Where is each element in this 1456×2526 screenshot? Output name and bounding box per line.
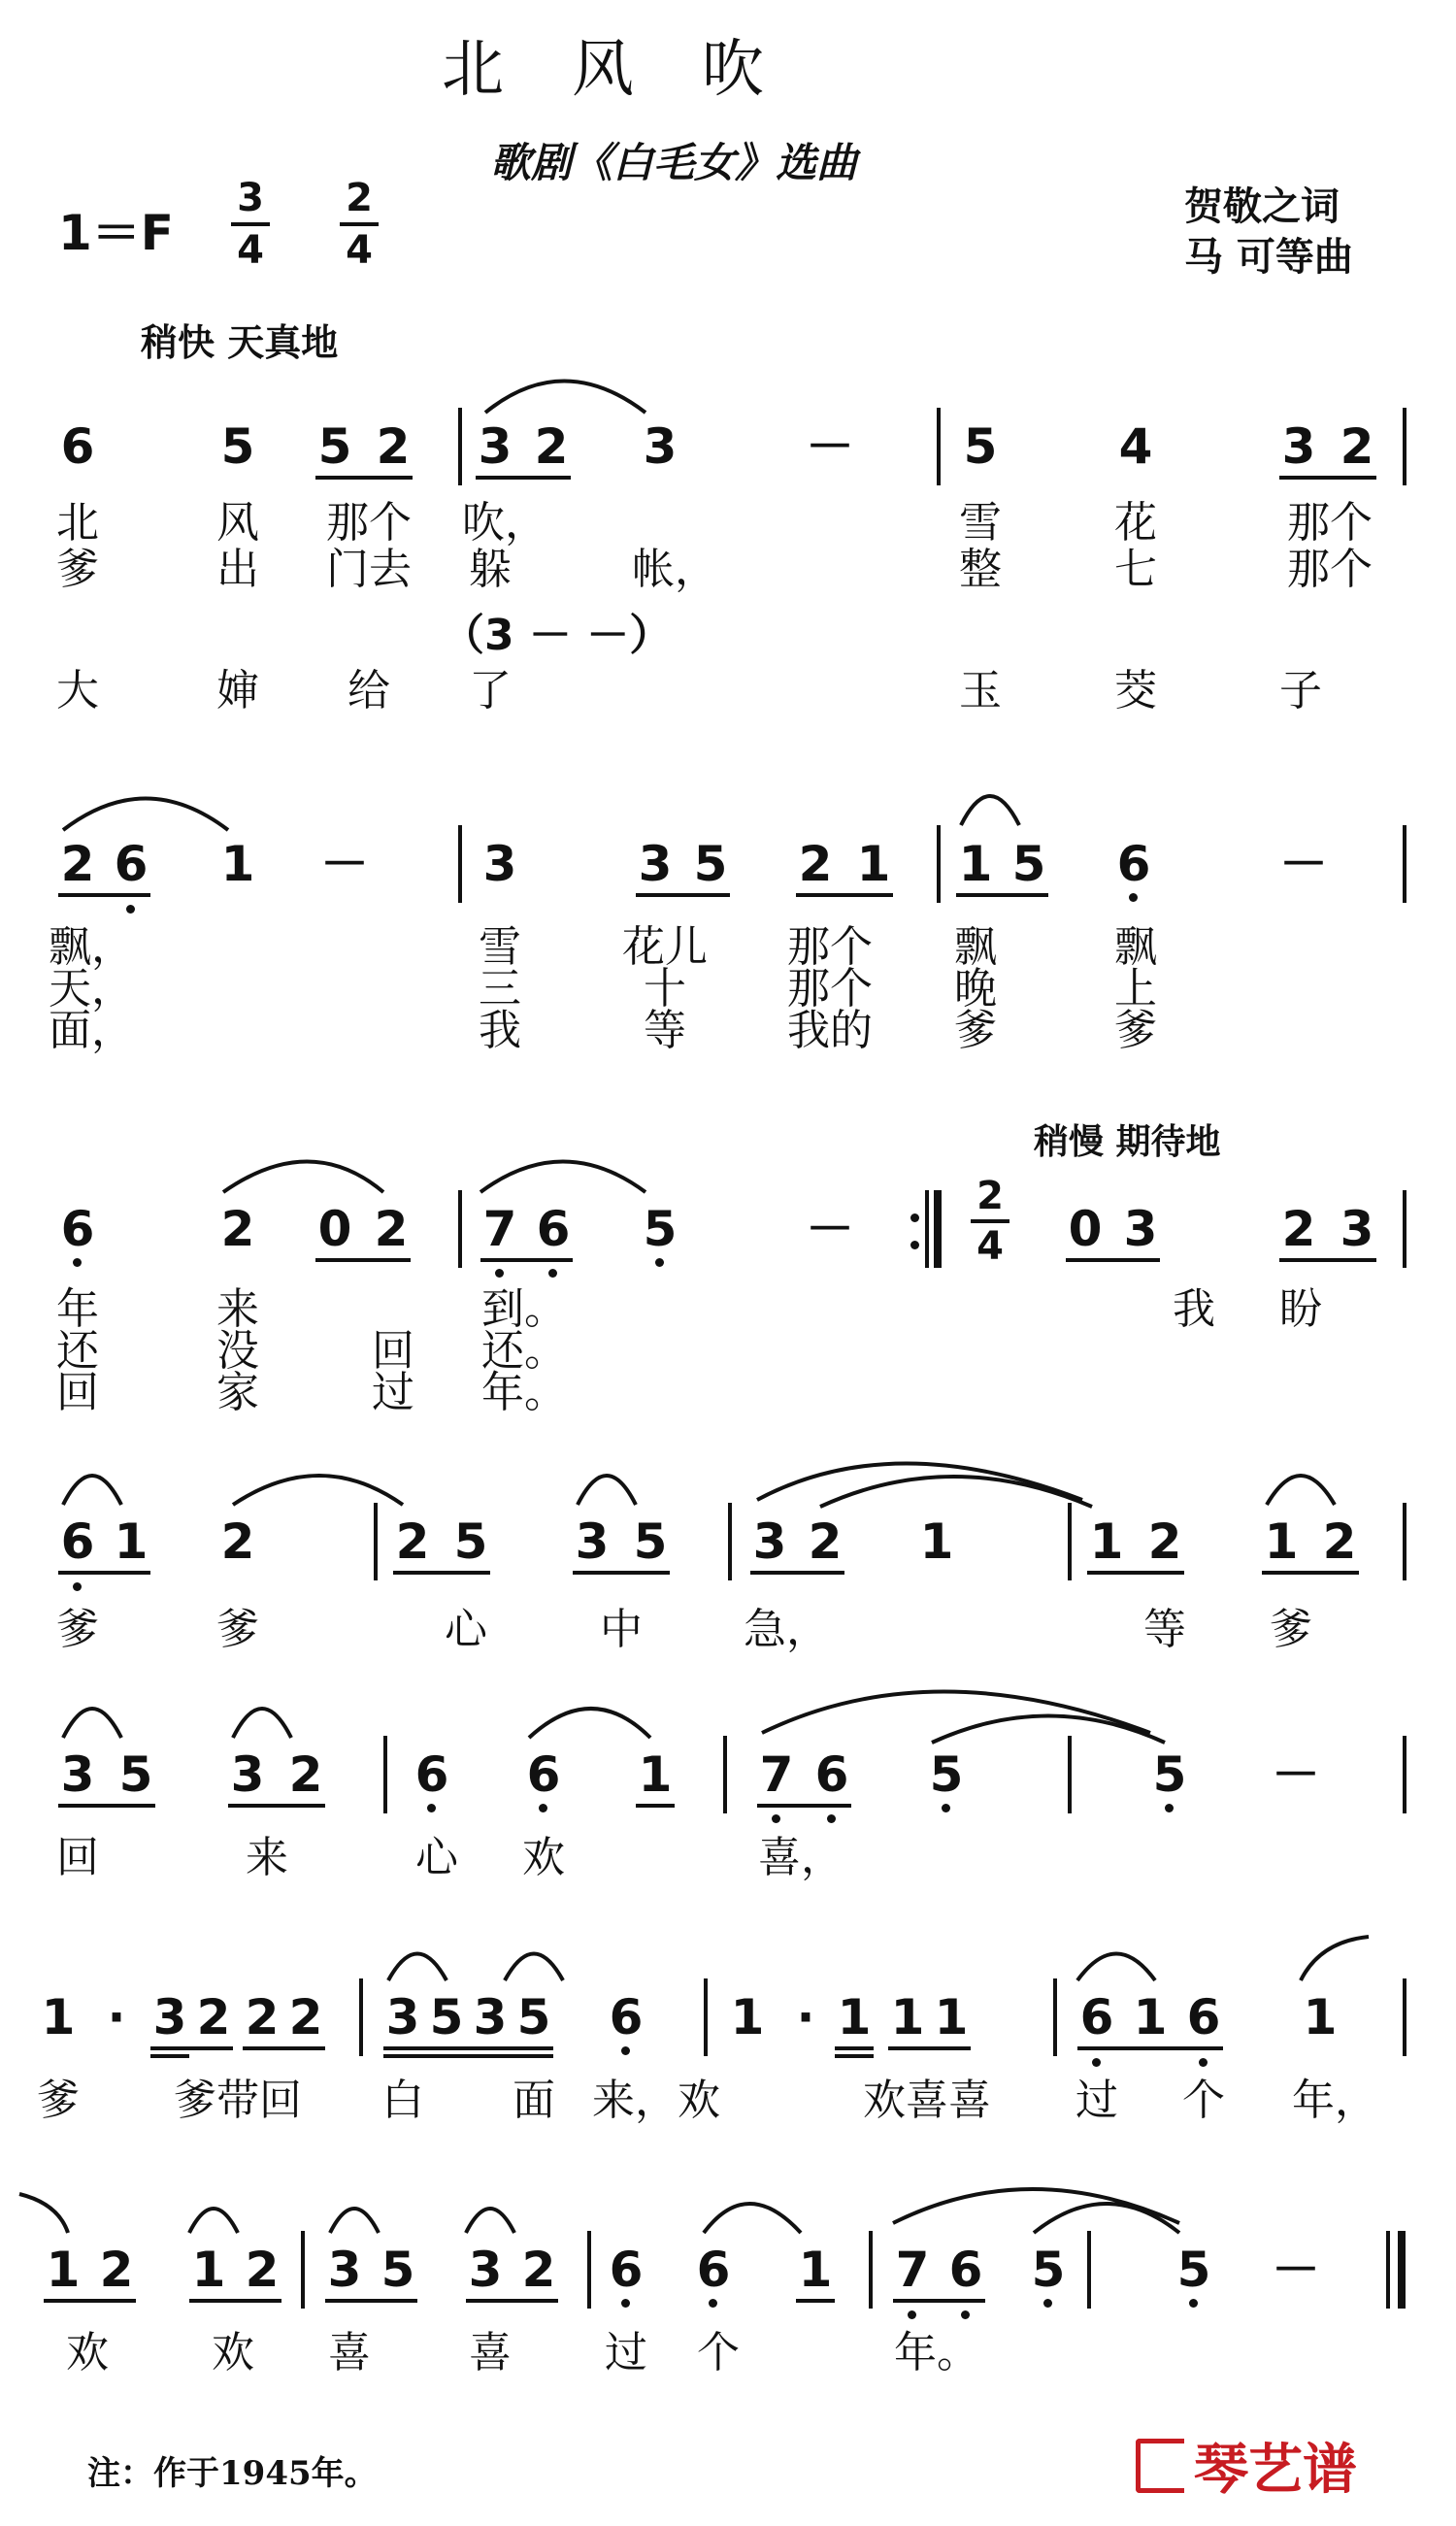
- slur: [505, 1954, 563, 1981]
- note: 1: [856, 836, 891, 892]
- lyric: 三: [479, 964, 521, 1014]
- note: 2: [798, 836, 833, 892]
- meter-bottom: 4: [346, 228, 373, 273]
- lyric: 躲: [469, 545, 512, 594]
- lyric: 来: [246, 1833, 288, 1882]
- lyric: 年。: [481, 1368, 567, 1417]
- lyric: 爹: [37, 2076, 80, 2125]
- slur: [189, 2209, 238, 2233]
- note: ·: [796, 1989, 815, 2045]
- lyric: 没: [216, 1326, 259, 1376]
- page-title: 北风吹: [442, 34, 832, 106]
- tempo-marking: 稍慢 期待地: [1034, 1121, 1221, 1162]
- slur: [233, 1709, 291, 1738]
- lyric: 欢喜喜: [863, 2076, 991, 2125]
- lyric: 那个: [787, 964, 873, 1014]
- note: 1: [46, 2242, 81, 2298]
- note: 1: [114, 1513, 149, 1570]
- lyric: 北: [56, 498, 99, 548]
- note: 5: [1152, 1746, 1187, 1803]
- lyric: 雪: [479, 922, 521, 972]
- note: 6: [1186, 1989, 1221, 2045]
- note: 6: [526, 1746, 561, 1803]
- note: 2: [196, 1989, 231, 2045]
- slur: [932, 1716, 1165, 1744]
- note: 5: [429, 1989, 464, 2045]
- lyric: 飘: [1114, 922, 1157, 972]
- slur: [529, 1709, 650, 1738]
- note: 1: [41, 1989, 76, 2045]
- note: 2: [376, 418, 411, 475]
- note: 0: [1068, 1201, 1103, 1257]
- note: －: [1272, 2242, 1320, 2298]
- lyric: 爹: [1114, 1006, 1157, 1055]
- lyric: 飘: [954, 922, 997, 972]
- page-subtitle: 歌剧《白毛女》选曲: [490, 139, 858, 186]
- lyric: 雪: [959, 498, 1002, 548]
- lyric: 天，: [49, 964, 134, 1014]
- note: 6: [609, 1989, 644, 2045]
- lyric: 等: [644, 1006, 686, 1055]
- note: 6: [609, 2242, 644, 2298]
- note: 5: [220, 418, 255, 475]
- note: 1: [958, 836, 993, 892]
- note: 2: [220, 1201, 255, 1257]
- lyric: 心: [415, 1833, 458, 1882]
- slur: [961, 796, 1019, 825]
- note: 6: [948, 2242, 983, 2298]
- meter-bottom: 4: [237, 228, 264, 273]
- lyric: 喜，: [758, 1833, 844, 1882]
- note: －: [1272, 1746, 1320, 1803]
- note: 1: [220, 836, 255, 892]
- note: 2: [220, 1513, 255, 1570]
- note: 5: [381, 2242, 415, 2298]
- lyric: 欢: [66, 2328, 109, 2377]
- lyric: 家: [216, 1368, 259, 1417]
- lyric: 盼: [1279, 1284, 1322, 1334]
- slur: [19, 2194, 68, 2233]
- note: 6: [536, 1201, 571, 1257]
- note: 6: [114, 836, 149, 892]
- lyric: 那个: [1287, 545, 1373, 594]
- lyric: 还。: [481, 1326, 567, 1376]
- note: 2: [521, 2242, 556, 2298]
- slur: [578, 1476, 636, 1505]
- note: 3: [60, 1746, 95, 1803]
- lyricist-credit: 贺敬之词: [1184, 183, 1340, 229]
- lyric: 白: [381, 2076, 424, 2125]
- note: 2: [245, 2242, 280, 2298]
- note: 2: [60, 836, 95, 892]
- lyric: 给: [347, 666, 390, 715]
- slur: [1077, 1954, 1155, 1981]
- note: 3: [468, 2242, 503, 2298]
- lyric: 还: [56, 1326, 99, 1376]
- lyric: 茭: [1114, 666, 1157, 715]
- lyric: 飘，: [49, 922, 134, 972]
- lyric: 到。: [481, 1284, 567, 1334]
- lyric: 爹: [1270, 1605, 1312, 1654]
- lyric: 爹: [56, 545, 99, 594]
- lyric: 年: [56, 1284, 99, 1334]
- note: 7: [759, 1746, 794, 1803]
- lyric: 等: [1143, 1605, 1186, 1654]
- slur: [63, 1709, 121, 1738]
- lyric: 风: [216, 498, 259, 548]
- note: 6: [414, 1746, 449, 1803]
- note: 5: [1031, 2242, 1066, 2298]
- lyric: 回: [56, 1833, 99, 1882]
- lyric: 晚: [954, 964, 997, 1014]
- lyric: 上: [1114, 964, 1157, 1014]
- note: 1: [934, 1989, 969, 2045]
- slur: [233, 1476, 403, 1505]
- note: 5: [516, 1989, 551, 2045]
- lyric: 婶: [216, 666, 259, 715]
- lyric: 个: [1182, 2076, 1225, 2125]
- lyric: 欢: [522, 1833, 565, 1882]
- lyric: 回: [56, 1368, 99, 1417]
- lyric: 面: [513, 2076, 555, 2125]
- slur: [1034, 2204, 1179, 2233]
- logo-text: 琴艺谱: [1194, 2438, 1357, 2502]
- lyric: 来，欢: [592, 2076, 720, 2125]
- note: 6: [814, 1746, 849, 1803]
- composer-credit: 马 可等曲: [1184, 234, 1353, 280]
- lyric: 爹: [216, 1605, 259, 1654]
- note: 3: [575, 1513, 610, 1570]
- note: 4: [1118, 418, 1153, 475]
- note: 2: [288, 1989, 323, 2045]
- note: 6: [1079, 1989, 1114, 2045]
- footnote: 注：作于1945年。: [87, 2454, 378, 2493]
- note: 1: [1089, 1513, 1124, 1570]
- note: 2: [1322, 1513, 1357, 1570]
- lyric: 年。: [894, 2328, 979, 2377]
- slur: [330, 2209, 379, 2233]
- note: 5: [963, 418, 998, 475]
- note: －: [1279, 836, 1328, 892]
- note: 2: [1281, 1201, 1316, 1257]
- note: 3: [152, 1989, 187, 2045]
- lyric: 帐，: [632, 545, 717, 594]
- lyric: 中: [600, 1605, 643, 1654]
- note: 1: [730, 1989, 765, 2045]
- note: 6: [60, 1513, 95, 1570]
- note: 6: [696, 2242, 731, 2298]
- lyric: 玉: [959, 666, 1002, 715]
- slur: [762, 1692, 1150, 1734]
- lyric: 过: [1075, 2076, 1118, 2125]
- lyric: 喜: [469, 2328, 512, 2377]
- lyric: 来: [216, 1284, 259, 1334]
- meter-top: 3: [237, 176, 264, 220]
- lyric: 个: [697, 2328, 740, 2377]
- note: －: [806, 1201, 854, 1257]
- slur: [820, 1477, 1092, 1507]
- key-signature: 1＝F: [58, 205, 174, 261]
- note: 1: [1264, 1513, 1299, 1570]
- logo-mark-icon: [1136, 2439, 1184, 2493]
- lyric: 了: [469, 666, 512, 715]
- meter-top: 2: [976, 1174, 1004, 1218]
- note: 2: [1340, 418, 1374, 475]
- lyric: 那个: [1287, 498, 1373, 548]
- meter-bottom: 4: [976, 1224, 1004, 1269]
- lyric: 我: [479, 1006, 521, 1055]
- note: 5: [693, 836, 728, 892]
- note: 1: [837, 1989, 872, 2045]
- note: 1: [798, 2242, 833, 2298]
- note: 3: [638, 836, 673, 892]
- slur: [223, 1162, 383, 1193]
- lyric: 花: [1114, 498, 1157, 548]
- note: －: [320, 836, 369, 892]
- lyric: 过: [605, 2328, 647, 2377]
- note: 3: [482, 836, 517, 892]
- note: 2: [374, 1201, 409, 1257]
- slur: [704, 2204, 801, 2233]
- note: 5: [453, 1513, 488, 1570]
- lyric: 那个: [326, 498, 412, 548]
- meter-top: 2: [346, 176, 373, 220]
- note: 6: [60, 1201, 95, 1257]
- note: 3: [473, 1989, 508, 2045]
- site-logo: [1136, 2427, 1357, 2505]
- lyric: 爹: [56, 1605, 99, 1654]
- slur: [757, 1464, 1082, 1501]
- note: 3: [1340, 1201, 1374, 1257]
- lyric: 我: [1173, 1284, 1215, 1334]
- note: 3: [1123, 1201, 1158, 1257]
- note: 3: [385, 1989, 420, 2045]
- note: 0: [317, 1201, 352, 1257]
- parenthetical-notes: （3 － －）: [442, 611, 673, 660]
- lyric: 急，: [744, 1605, 829, 1654]
- lyric: 整: [959, 545, 1002, 594]
- note: 5: [317, 418, 352, 475]
- note: 2: [395, 1513, 430, 1570]
- lyric: 子: [1279, 666, 1322, 715]
- note: 2: [534, 418, 569, 475]
- note: 2: [99, 2242, 134, 2298]
- note: 1: [638, 1746, 673, 1803]
- lyric: 我的: [787, 1006, 873, 1055]
- note: ·: [107, 1989, 126, 2045]
- note: 1: [890, 1989, 925, 2045]
- note: 6: [1116, 836, 1151, 892]
- note: 1: [1303, 1989, 1338, 2045]
- note: 6: [60, 418, 95, 475]
- note: 3: [643, 418, 678, 475]
- lyric: 十: [644, 964, 686, 1014]
- note: 3: [478, 418, 513, 475]
- lyric: 年，: [1292, 2076, 1377, 2125]
- slur: [893, 2189, 1179, 2223]
- slur: [388, 1954, 447, 1981]
- tempo-marking: 稍快 天真地: [141, 320, 339, 364]
- note: －: [806, 418, 854, 475]
- lyric: 爹带回: [174, 2076, 302, 2125]
- slur: [466, 2209, 514, 2233]
- slur: [480, 1162, 645, 1193]
- note: 2: [808, 1513, 843, 1570]
- lyric: 花儿: [622, 922, 708, 972]
- note: 5: [118, 1746, 153, 1803]
- lyric: 出: [216, 545, 259, 594]
- lyric: 那个: [787, 922, 873, 972]
- lyric: 门去: [326, 545, 412, 594]
- note: 7: [482, 1201, 517, 1257]
- slur: [1267, 1476, 1335, 1505]
- slur: [63, 1476, 121, 1505]
- lyric: 过: [372, 1368, 414, 1417]
- lyric: 喜: [328, 2328, 371, 2377]
- note: 2: [288, 1746, 323, 1803]
- slur: [63, 799, 228, 831]
- note: 7: [895, 2242, 930, 2298]
- note: 3: [327, 2242, 362, 2298]
- lyric: 欢: [212, 2328, 254, 2377]
- slur: [1301, 1937, 1369, 1980]
- lyric: 回: [372, 1326, 414, 1376]
- lyric: 心: [445, 1605, 487, 1654]
- slur: [485, 382, 645, 414]
- note: 5: [1011, 836, 1046, 892]
- lyric: 爹: [954, 1006, 997, 1055]
- note: 2: [1147, 1513, 1182, 1570]
- lyric: 大: [56, 666, 99, 715]
- note: 2: [245, 1989, 280, 2045]
- note: 3: [230, 1746, 265, 1803]
- note: 5: [643, 1201, 678, 1257]
- note: 5: [1176, 2242, 1211, 2298]
- lyric: 面，: [49, 1006, 134, 1055]
- note: 1: [1133, 1989, 1168, 2045]
- note: 3: [752, 1513, 787, 1570]
- note: 5: [929, 1746, 964, 1803]
- lyric: 吹，: [462, 498, 547, 548]
- note: 3: [1281, 418, 1316, 475]
- note: 5: [633, 1513, 668, 1570]
- note: 1: [191, 2242, 226, 2298]
- lyric: 七: [1114, 545, 1157, 594]
- note: 1: [919, 1513, 954, 1570]
